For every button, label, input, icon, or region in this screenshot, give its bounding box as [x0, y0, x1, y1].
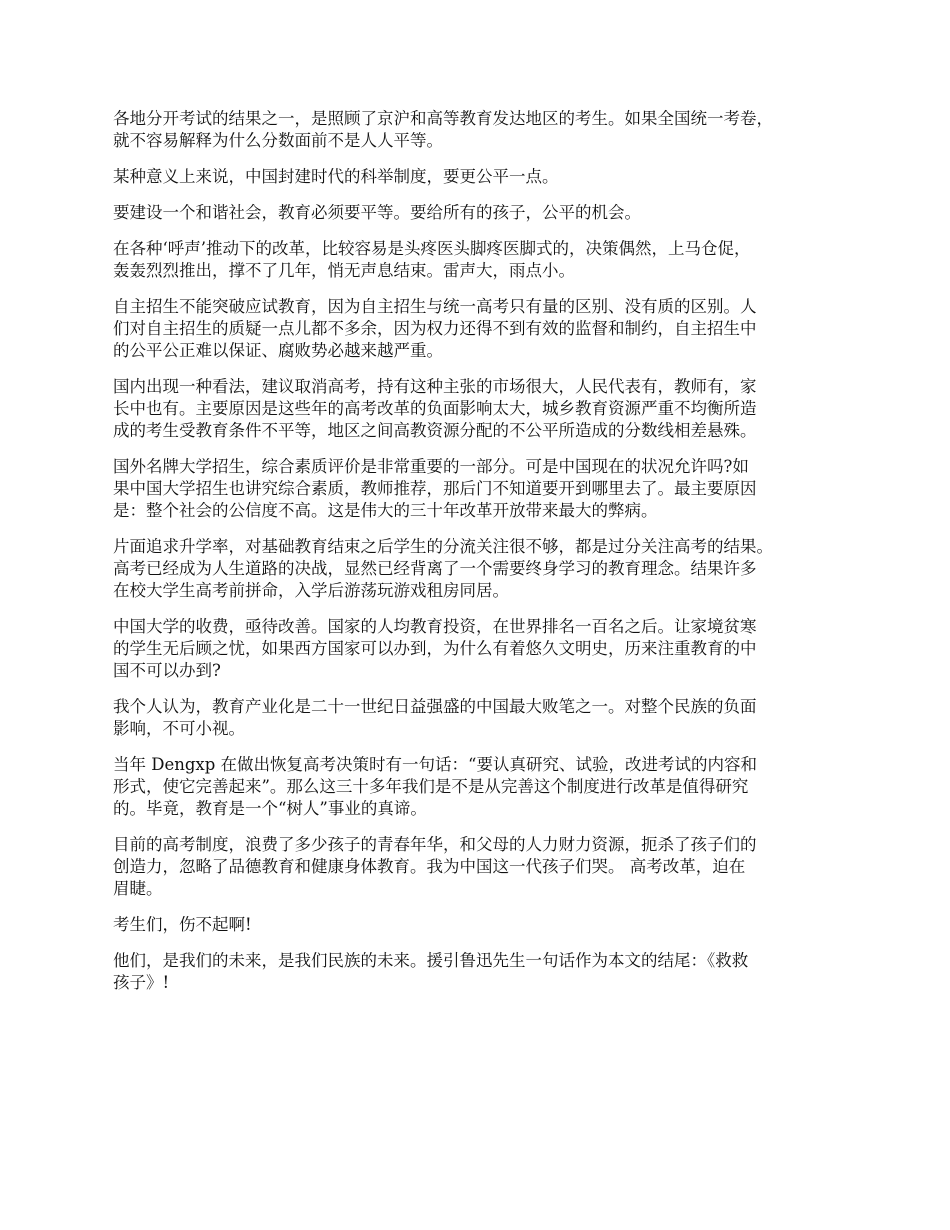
- paragraph-10: 我个人认为，教育产业化是二十一世纪日益强盛的中国最大败笔之一。对整个民族的负面 影响，不可小视。: [113, 697, 757, 738]
- document-body: [113, 108, 853, 1008]
- paragraph-2: 某种意义上来说，中国封建时代的科举制度，要更公平一点。: [113, 167, 559, 186]
- paragraph-5: 自主招生不能突破应试教育，因为自主招生与统一高考只有量的区别、没有质的区别。人 们对自主招生的质疑一点儿都不多余，因为权力还得不到有效的监督和制约，自主招生中 的公平公正难以保证、腐败势必越来越严重。: [113, 297, 757, 360]
- paragraph-3: 要建设一个和谐社会，教育必须要平等。要给所有的孩子，公平的机会。: [113, 203, 641, 222]
- paragraph-9: 中国大学的收费，亟待改善。国家的人均教育投资，在世界排名一百名之后。让家境贫寒 的学生无后顾之忧，如果西方国家可以办到，为什么有着悠久文明史，历来注重教育的中 国不可以办到?: [113, 617, 757, 680]
- paragraph-13: 考生们，伤不起啊!: [113, 915, 252, 934]
- paragraph-6: 国内出现一种看法，建议取消高考，持有这种主张的市场很大，人民代表有，教师有，家 长中也有。主要原因是这些年的高考改革的负面影响太大，城乡教育资源严重不均衡所造 成的考生受教育条件不平等，地区之间高教资源分配的不公平所造成的分数线相差悬殊。: [113, 377, 757, 440]
- paragraph-7: 国外名牌大学招生，综合素质评价是非常重要的一部分。可是中国现在的状况允许吗?如 果中国大学招生也讲究综合素质，教师推荐，那后门不知道要开到哪里去了。最主要原因 是：整个社会的公信度不高。这是伟大的三十年改革开放带来最大的弊病。: [113, 457, 757, 520]
- paragraph-8: 片面追求升学率，对基础教育结束之后学生的分流关注很不够，都是过分关注高考的结果。 高考已经成为人生道路的决战，显然已经背离了一个需要终身学习的教育理念。结果许多 在校大学生高考前拼命，入学后游荡玩游戏租房同居。: [113, 537, 773, 600]
- paragraph-1: 各地分开考试的结果之一，是照顾了京沪和高等教育发达地区的考生。如果全国统一考卷， 就不容易解释为什么分数面前不是人人平等。: [113, 109, 773, 150]
- paragraph-4: 在各种‘呼声’推动下的改革，比较容易是头疼医头脚疼医脚式的，决策偶然，上马仓促， 轰轰烈烈推出，撑不了几年，悄无声息结束。雷声大，雨点小。: [113, 239, 751, 280]
- paragraph-14: 他们，是我们的未来，是我们民族的未来。援引鲁迅先生一句话作为本文的结尾：《救救 孩子》!: [113, 951, 749, 992]
- paragraph-11: 当年 Dengxp 在做出恢复高考决策时有一句话：“要认真研究、试验，改进考试的内容和 形式，使它完善起来”。那么这三十多年我们是不是从完善这个制度进行改革是值得研究 的。毕竟，教育是一个“树人”事业的真谛。: [113, 755, 757, 818]
- paragraph-12: 目前的高考制度，浪费了多少孩子的青春年华，和父母的人力财力资源，扼杀了孩子们的 创造力，忽略了品德教育和健康身体教育。我为中国这一代孩子们哭。 高考改革，迫在 眉睫。: [113, 835, 757, 898]
